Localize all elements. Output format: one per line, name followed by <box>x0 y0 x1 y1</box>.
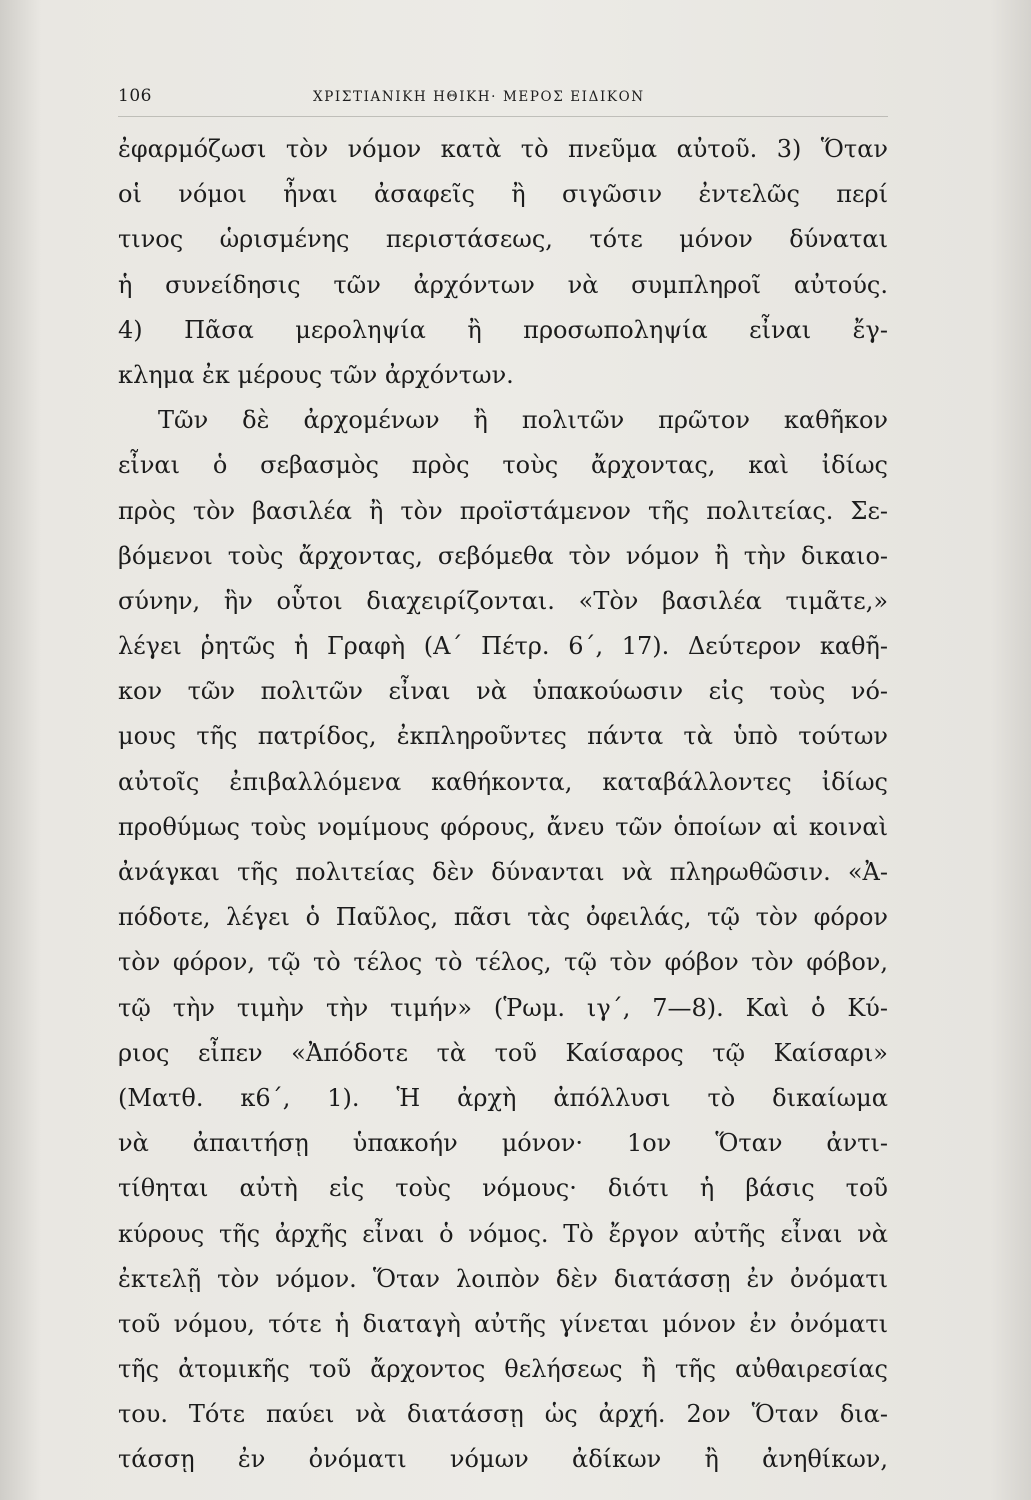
text-line: λέγει ῥητῶς ἡ Γραφὴ (Α΄ Πέτρ. 6΄, 17). Δεύτερον καθῆ- <box>118 632 888 661</box>
text-line: νὰ ἀπαιτήσῃ ὑπακοήν μόνον· 1ον Ὅταν ἀντι- <box>118 1129 888 1158</box>
text-line: οἱ νόμοι ἦναι ἀσαφεῖς ἢ σιγῶσιν ἐντελῶς περί <box>118 180 888 209</box>
text-line: σύνην, ἣν οὗτοι διαχειρίζονται. «Τὸν βασιλέα τιμᾶτε,» <box>118 586 888 615</box>
text-line: τοῦ νόμου, τότε ἡ διαταγὴ αὐτῆς γίνεται μόνον ἐν ὀνόματι <box>118 1309 888 1338</box>
header-rule <box>118 116 888 117</box>
text-line: του. Τότε παύει νὰ διατάσσῃ ὡς ἀρχή. 2ον Ὅταν δια- <box>118 1400 888 1429</box>
text-line: κύρους τῆς ἀρχῆς εἶναι ὁ νόμος. Τὸ ἔργον αὐτῆς εἶναι νὰ <box>118 1219 888 1248</box>
text-line: ἐκτελῇ τὸν νόμον. Ὅταν λοιπὸν δὲν διατάσσῃ ἐν ὀνόματι <box>118 1264 888 1293</box>
text-line: τάσσῃ ἐν ὀνόματι νόμων ἀδίκων ἢ ἀνηθίκων, <box>118 1445 888 1474</box>
text-line: (Ματθ. κ6΄, 1). Ἡ ἀρχὴ ἀπόλλυσι τὸ δικαίωμα <box>118 1083 888 1112</box>
text-line: αὐτοῖς ἐπιβαλλόμενα καθήκοντα, καταβάλλοντες ἰδίως <box>118 767 888 796</box>
text-line: 4) Πᾶσα μεροληψία ἢ προσωποληψία εἶναι ἔγ- <box>118 315 888 344</box>
page-number: 106 <box>118 86 152 106</box>
text-line: πόδοτε, λέγει ὁ Παῦλος, πᾶσι τὰς ὀφειλάς, τῷ τὸν φόρον <box>118 903 888 932</box>
body-text <box>118 127 888 1483</box>
text-line: ἡ συνείδησις τῶν ἀρχόντων νὰ συμπληροῖ αὐτούς. <box>118 270 888 299</box>
text-line: μους τῆς πατρίδος, ἐκπληροῦντες πάντα τὰ ὑπὸ τούτων <box>118 722 888 751</box>
text-line: τῆς ἀτομικῆς τοῦ ἄρχοντος θελήσεως ἢ τῆς αὐθαιρεσίας <box>118 1355 888 1384</box>
text-line: κλημα ἐκ μέρους τῶν ἀρχόντων. <box>118 360 514 389</box>
text-line: τινος ὡρισμένης περιστάσεως, τότε μόνον δύναται <box>118 225 888 254</box>
text-line: τῷ τὴν τιμὴν τὴν τιμήν» (Ῥωμ. ιγ΄, 7—8). Καὶ ὁ Κύ- <box>118 993 888 1022</box>
text-line: τὸν φόρον, τῷ τὸ τέλος τὸ τέλος, τῷ τὸν φόβον τὸν φόβον, <box>118 948 888 977</box>
text-line: εἶναι ὁ σεβασμὸς πρὸς τοὺς ἄρχοντας, καὶ ἰδίως <box>118 451 888 480</box>
text-line: Τῶν δὲ ἀρχομένων ἢ πολιτῶν πρῶτον καθῆκον <box>158 406 888 435</box>
page-header <box>118 86 888 116</box>
running-title: ΧΡΙΣΤΙΑΝΙΚΗ ΗΘΙΚΗ· ΜΕΡΟΣ ΕΙΔΙΚΟΝ <box>313 89 645 105</box>
text-line: κον τῶν πολιτῶν εἶναι νὰ ὑπακούωσιν εἰς τοὺς νό- <box>118 677 888 706</box>
text-line: πρὸς τὸν βασιλέα ἢ τὸν προϊστάμενον τῆς πολιτείας. Σε- <box>118 496 888 525</box>
text-line: ἐφαρμόζωσι τὸν νόμον κατὰ τὸ πνεῦμα αὐτοῦ. 3) Ὅταν <box>118 135 888 163</box>
text-line: ἀνάγκαι τῆς πολιτείας δὲν δύνανται νὰ πληρωθῶσιν. «Ἀ- <box>118 858 888 886</box>
text-line: προθύμως τοὺς νομίμους φόρους, ἄνευ τῶν ὁποίων αἱ κοιναὶ <box>118 812 888 841</box>
text-line: βόμενοι τοὺς ἄρχοντας, σεβόμεθα τὸν νόμον ἢ τὴν δικαιο- <box>118 541 888 570</box>
text-line: ριος εἶπεν «Ἀπόδοτε τὰ τοῦ Καίσαρος τῷ Καίσαρι» <box>118 1038 888 1067</box>
text-line: τίθηται αὐτὴ εἰς τοὺς νόμους· διότι ἡ βάσις τοῦ <box>118 1174 888 1203</box>
